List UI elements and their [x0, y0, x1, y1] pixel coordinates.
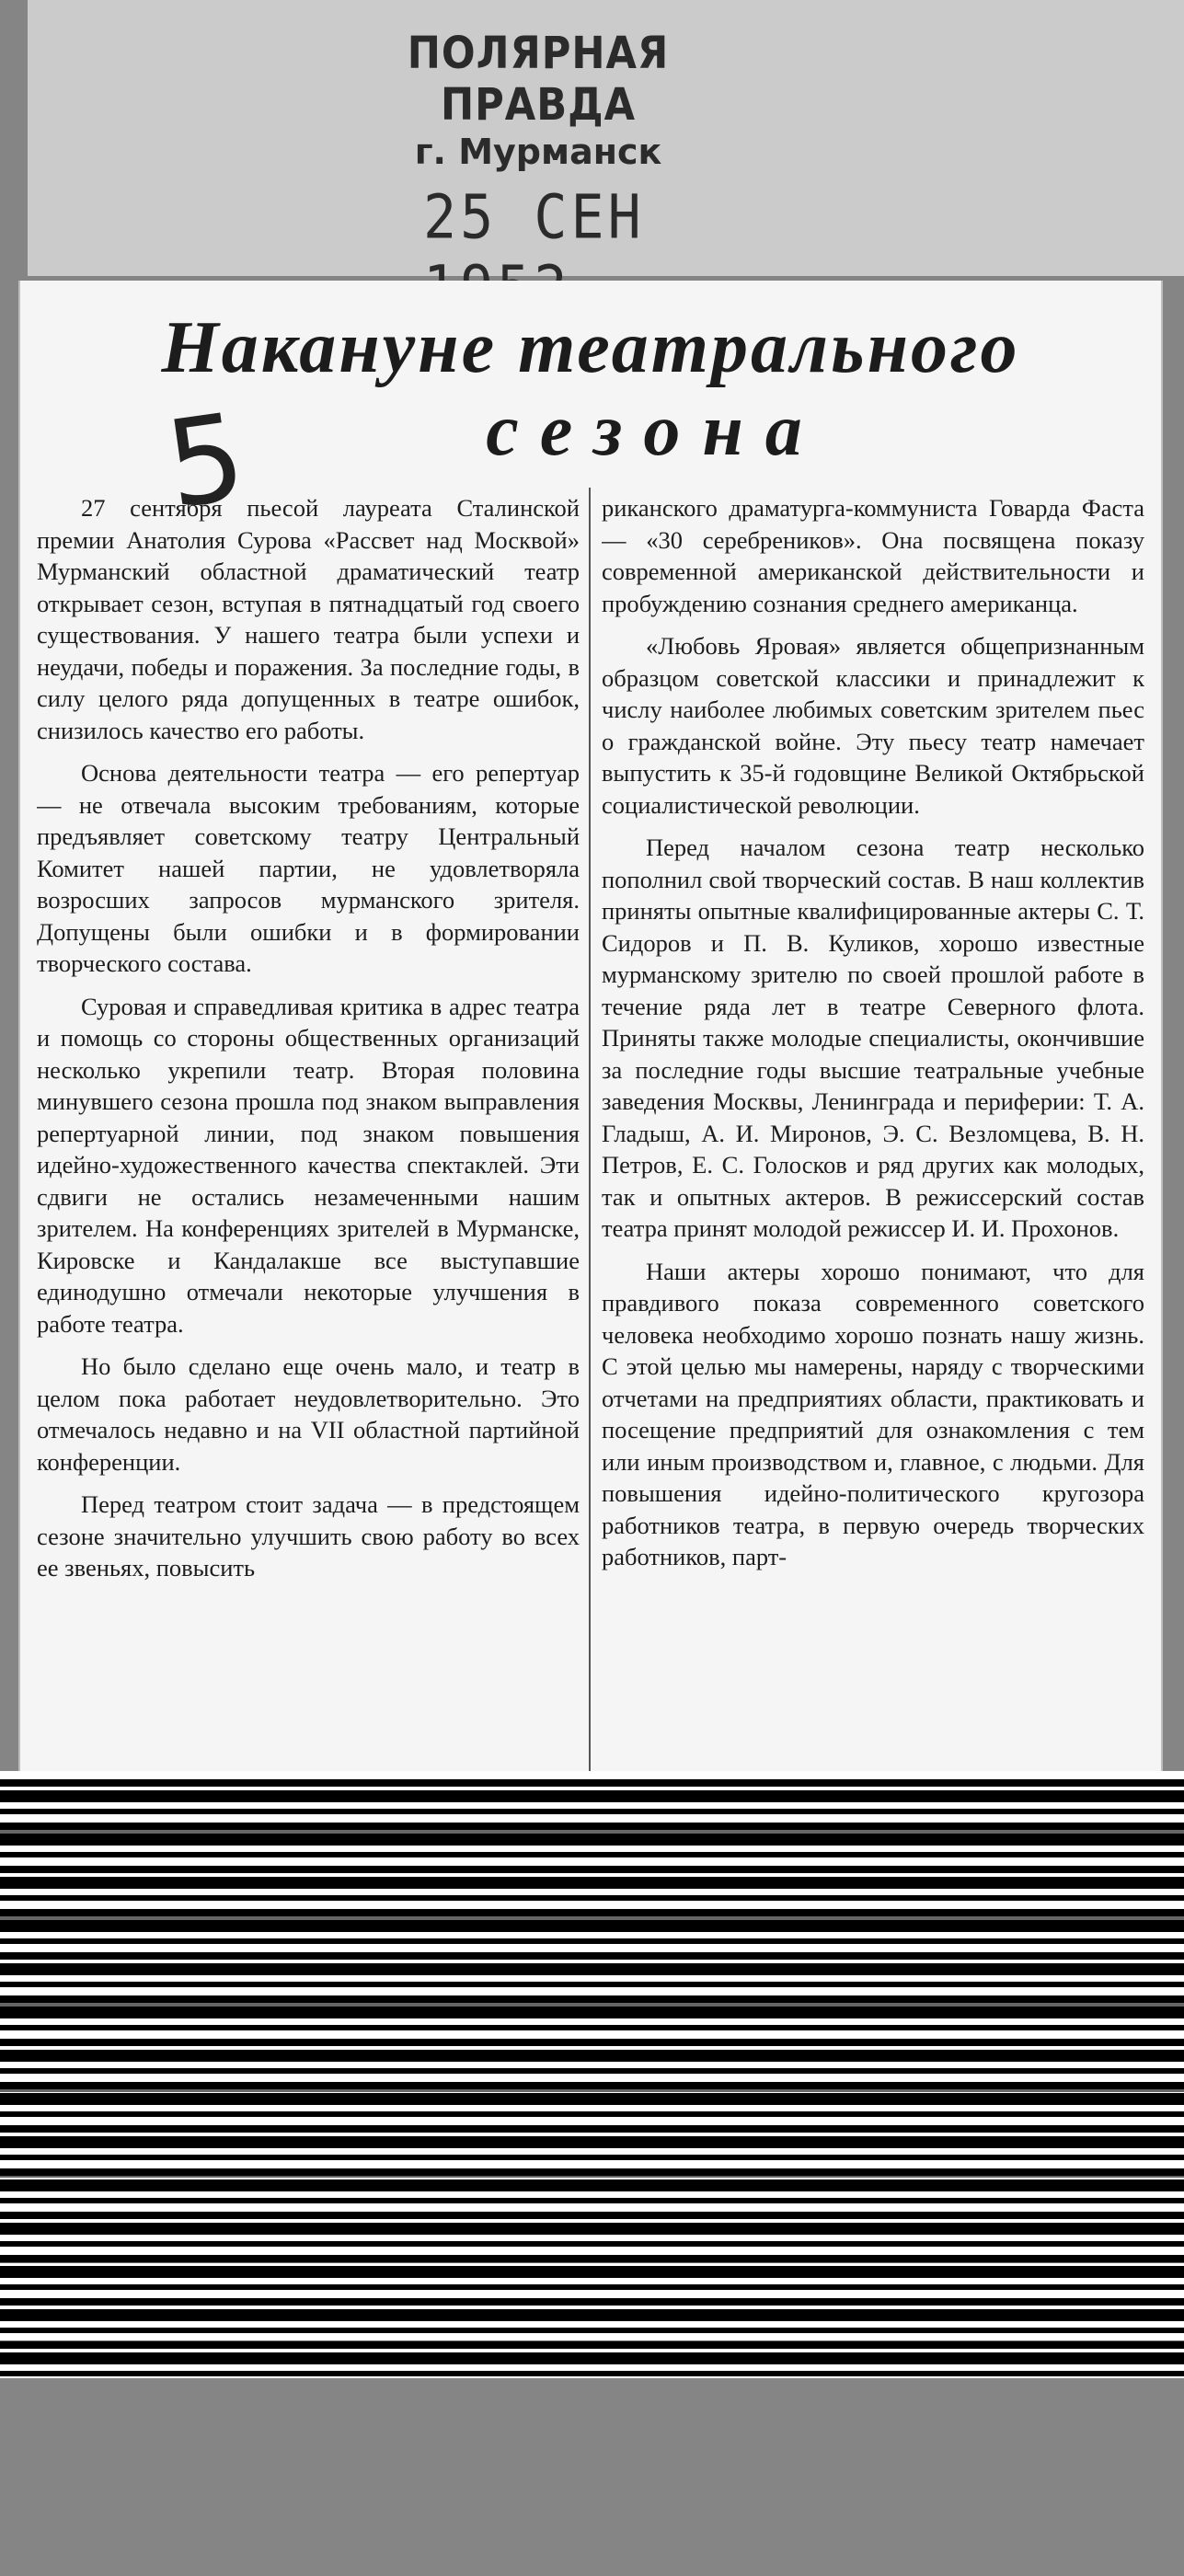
article-column-right — [602, 492, 1144, 1771]
paragraph: риканского драматурга-коммуниста Говарда Фаста — «30 серебреников». Она посвящена показу современной американской действительности и пробуждению сознания среднего американца. — [602, 494, 1144, 617]
headline-line-2: сезона — [486, 390, 824, 471]
paragraph: Суровая и справедливая критика в адрес театра и помощь со стороны общественных организаций несколько укрепили театр. Вторая половина минувшего сезона прошла под знаком выправления репертуарной линии, под знаком повышения идейно-художественного качества спектаклей. Эти сдвиги не остались незамеченными нашим зрителем. На конференциях зрителей в Мурманске, Кировске и Кандалакше все выступавшие единодушно отмечали некоторые улучшения в работе театра. — [37, 992, 580, 1338]
redacted-area — [0, 1771, 1184, 2378]
stamp-city: г. Мурманск — [414, 132, 662, 172]
newspaper-stamp — [322, 28, 754, 172]
paragraph: Но было сделано еще очень мало, и театр в целом пока работает неудовлетворительно. Это отмечалось недавно и на VII областной партийной конференции. — [37, 1352, 580, 1476]
column-divider — [589, 488, 591, 1771]
archive-stamp-strip — [28, 0, 1184, 276]
paragraph: 27 сентября пьесой лауреата Сталинской премии Анатолия Сурова «Рассвет над Москвой» Мурманский областной драматический театр открывает сезон, вступая в пятнадцатый год своего существования. У нашего театра были успехи и неудачи, победы и поражения. За последние годы, в силу целого ряда допущенных в театре ошибок, снизилось качество его работы. — [37, 494, 580, 744]
headline-line-1: Накануне театрального — [161, 307, 1020, 388]
paragraph: Перед началом сезона театр несколько пополнил свой творческий состав. В наш коллектив приняты опытные квалифицированные актеры С. Т. Сидоров и П. В. Куликов, хорошо известные мурманскому зрителю по своей прошлой работе в течение ряда лет в театре Северного флота. Приняты также молодые специалисты, окончившие за последние годы высшие театральные учебные заведения Москвы, Ленинграда и периферии: Т. А. Гладыш, А. И. Миронов, Э. С. Везломцева, В. Н. Петров, Е. С. Голосков и ряд других как молодых, так и опытных актеров. В режиссерский состав театра принят молодой режиссер И. И. Прохонов. — [602, 834, 1144, 1242]
stamp-date: 25 СЕН — [423, 182, 645, 253]
paragraph: «Любовь Яровая» является общепризнанным образцом советской классики и принадлежит к числу наиболее любимых советским зрителем пьес о гражданской войне. Эту пьесу театр намечает выпустить к 35-й годовщине Великой Октябрьской социалистической революции. — [602, 632, 1144, 819]
paragraph: Основа деятельности театра — его репертуар — не отвечала высоким требованиям, которые предъявляет советскому театру Центральный Комитет нашей партии, не удовлетворяла возросших запросов мурманского зрителя. Допущены были ошибки и в формировании творческого состава. — [37, 759, 580, 977]
paragraph: Наши актеры хорошо понимают, что для правдивого показа современного советского человека необходимо хорошо познать нашу жизнь. С этой целью мы намерены, наряду с творческими отчетами на предприятиях области, практиковать и посещение предприятий для ознакомления с тем или иным производством и, главное, с людьми. Для повышения идейно-политического кругозора работников театра, в первую очередь творческих работников, парт- — [602, 1257, 1144, 1570]
stamp-newspaper-name: ПОЛЯРНАЯ ПРАВДА — [407, 28, 670, 131]
article-column-left — [37, 492, 580, 1771]
paragraph: Перед театром стоит задача — в предстоящем сезоне значительно улучшить свою работу во всех ее звеньях, повысить — [37, 1490, 580, 1581]
handwritten-number: 5 — [157, 385, 253, 536]
newspaper-clipping — [18, 281, 1163, 1771]
